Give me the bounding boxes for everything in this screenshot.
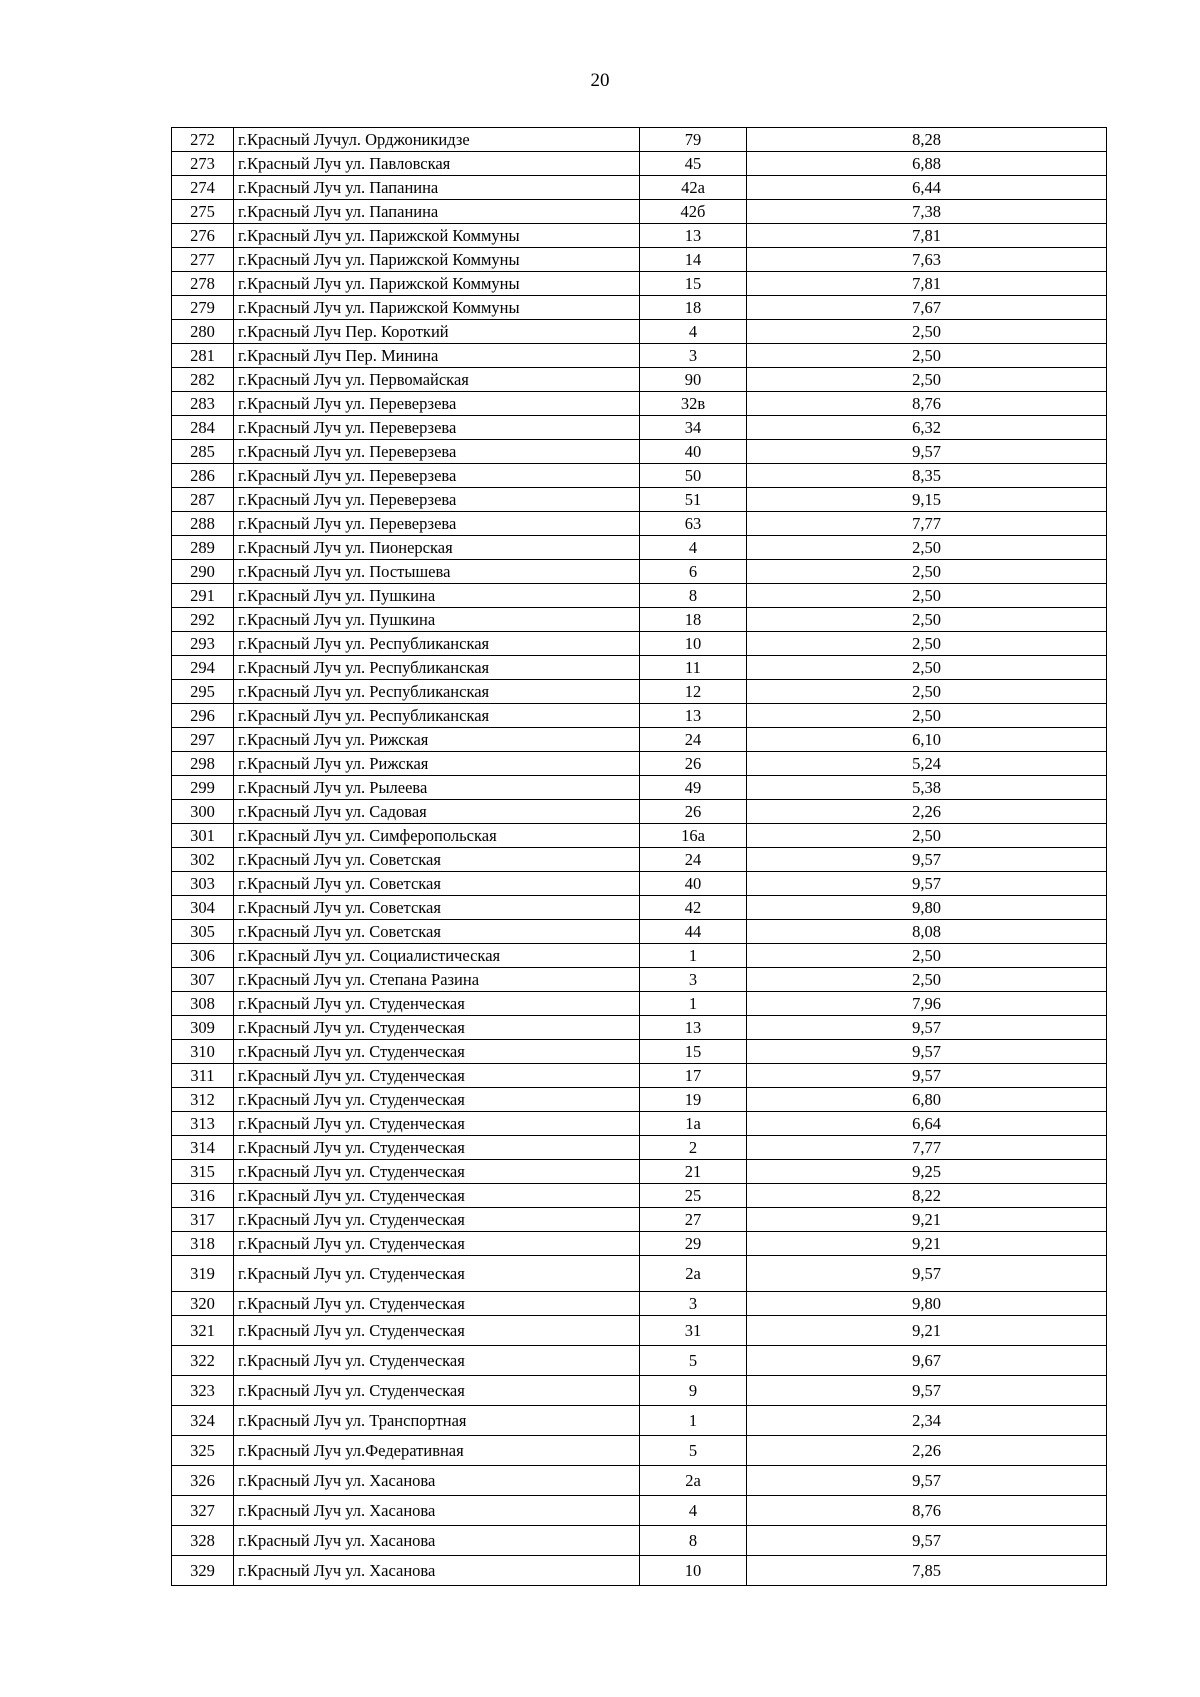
house-number-cell: 13	[640, 1016, 747, 1040]
value-cell: 6,32	[747, 416, 1107, 440]
value-cell: 7,77	[747, 512, 1107, 536]
address-cell: г.Красный Луч ул. Пушкина	[234, 608, 640, 632]
house-number-cell: 3	[640, 968, 747, 992]
row-number-cell: 293	[172, 632, 234, 656]
address-table	[171, 127, 1107, 1586]
table-row	[172, 1376, 1107, 1406]
house-number-cell: 5	[640, 1346, 747, 1376]
value-cell: 2,50	[747, 344, 1107, 368]
table-row	[172, 368, 1107, 392]
value-cell: 2,50	[747, 680, 1107, 704]
table-row	[172, 1040, 1107, 1064]
table-row	[172, 1316, 1107, 1346]
row-number-cell: 290	[172, 560, 234, 584]
value-cell: 2,50	[747, 368, 1107, 392]
row-number-cell: 302	[172, 848, 234, 872]
row-number-cell: 288	[172, 512, 234, 536]
house-number-cell: 42а	[640, 176, 747, 200]
address-cell: г.Красный Луч ул. Рижская	[234, 728, 640, 752]
address-cell: г.Красный Луч ул. Студенческая	[234, 1136, 640, 1160]
value-cell: 9,57	[747, 1016, 1107, 1040]
row-number-cell: 313	[172, 1112, 234, 1136]
house-number-cell: 2а	[640, 1256, 747, 1292]
table-row	[172, 680, 1107, 704]
value-cell: 2,50	[747, 536, 1107, 560]
table-row	[172, 656, 1107, 680]
address-cell: г.Красный Луч ул. Республиканская	[234, 680, 640, 704]
row-number-cell: 298	[172, 752, 234, 776]
value-cell: 8,08	[747, 920, 1107, 944]
house-number-cell: 8	[640, 584, 747, 608]
value-cell: 6,88	[747, 152, 1107, 176]
house-number-cell: 24	[640, 728, 747, 752]
table-row	[172, 272, 1107, 296]
house-number-cell: 11	[640, 656, 747, 680]
address-cell: г.Красный Луч ул. Социалистическая	[234, 944, 640, 968]
row-number-cell: 273	[172, 152, 234, 176]
address-cell: г.Красный Луч ул. Студенческая	[234, 1040, 640, 1064]
address-cell: г.Красный Луч Пер. Короткий	[234, 320, 640, 344]
value-cell: 9,57	[747, 872, 1107, 896]
address-cell: г.Красный Луч ул. Хасанова	[234, 1496, 640, 1526]
value-cell: 7,67	[747, 296, 1107, 320]
table-row	[172, 1292, 1107, 1316]
row-number-cell: 323	[172, 1376, 234, 1406]
table-row	[172, 176, 1107, 200]
table-row	[172, 1436, 1107, 1466]
table-row	[172, 320, 1107, 344]
house-number-cell: 1	[640, 944, 747, 968]
address-cell: г.Красный Луч ул. Пионерская	[234, 536, 640, 560]
house-number-cell: 15	[640, 272, 747, 296]
row-number-cell: 301	[172, 824, 234, 848]
address-cell: г.Красный Луч ул. Переверзева	[234, 464, 640, 488]
table-row	[172, 1526, 1107, 1556]
address-cell: г.Красный Луч ул. Первомайская	[234, 368, 640, 392]
address-cell: г.Красный Луч ул. Советская	[234, 896, 640, 920]
table-row	[172, 464, 1107, 488]
address-cell: г.Красный Луч ул. Переверзева	[234, 440, 640, 464]
row-number-cell: 303	[172, 872, 234, 896]
house-number-cell: 45	[640, 152, 747, 176]
house-number-cell: 90	[640, 368, 747, 392]
table-row	[172, 968, 1107, 992]
address-cell: г.Красный Луч ул. Переверзева	[234, 392, 640, 416]
table-row	[172, 752, 1107, 776]
table-row	[172, 1406, 1107, 1436]
row-number-cell: 296	[172, 704, 234, 728]
address-cell: г.Красный Луч ул. Студенческая	[234, 1088, 640, 1112]
table-row	[172, 1088, 1107, 1112]
address-cell: г.Красный Луч ул. Переверзева	[234, 416, 640, 440]
value-cell: 9,57	[747, 1064, 1107, 1088]
house-number-cell: 79	[640, 128, 747, 152]
table-row	[172, 560, 1107, 584]
value-cell: 9,80	[747, 1292, 1107, 1316]
house-number-cell: 4	[640, 1496, 747, 1526]
value-cell: 7,81	[747, 224, 1107, 248]
table-row	[172, 1496, 1107, 1526]
row-number-cell: 289	[172, 536, 234, 560]
house-number-cell: 18	[640, 296, 747, 320]
value-cell: 6,64	[747, 1112, 1107, 1136]
table-row	[172, 488, 1107, 512]
page-number: 20	[590, 70, 610, 91]
address-cell: г.Красный Луч ул. Республиканская	[234, 704, 640, 728]
table-row	[172, 824, 1107, 848]
table-row	[172, 1232, 1107, 1256]
row-number-cell: 305	[172, 920, 234, 944]
value-cell: 5,24	[747, 752, 1107, 776]
address-cell: г.Красный Луч ул. Парижской Коммуны	[234, 296, 640, 320]
row-number-cell: 311	[172, 1064, 234, 1088]
house-number-cell: 13	[640, 704, 747, 728]
value-cell: 9,21	[747, 1232, 1107, 1256]
row-number-cell: 281	[172, 344, 234, 368]
value-cell: 7,63	[747, 248, 1107, 272]
address-cell: г.Красный Луч ул. Переверзева	[234, 512, 640, 536]
house-number-cell: 9	[640, 1376, 747, 1406]
address-cell: г.Красный Луч ул. Хасанова	[234, 1466, 640, 1496]
row-number-cell: 295	[172, 680, 234, 704]
table-row	[172, 704, 1107, 728]
address-cell: г.Красный Луч ул. Студенческая	[234, 1292, 640, 1316]
row-number-cell: 285	[172, 440, 234, 464]
row-number-cell: 318	[172, 1232, 234, 1256]
house-number-cell: 63	[640, 512, 747, 536]
address-cell: г.Красный Луч ул. Студенческая	[234, 1232, 640, 1256]
value-cell: 9,21	[747, 1316, 1107, 1346]
house-number-cell: 3	[640, 1292, 747, 1316]
address-cell: г.Красный Луч ул. Студенческая	[234, 1346, 640, 1376]
row-number-cell: 275	[172, 200, 234, 224]
address-cell: г.Красный Луч ул. Папанина	[234, 176, 640, 200]
house-number-cell: 14	[640, 248, 747, 272]
row-number-cell: 319	[172, 1256, 234, 1292]
row-number-cell: 304	[172, 896, 234, 920]
value-cell: 7,77	[747, 1136, 1107, 1160]
address-cell: г.Красный Луч ул.Федеративная	[234, 1436, 640, 1466]
address-cell: г.Красный Луч ул. Парижской Коммуны	[234, 224, 640, 248]
value-cell: 8,76	[747, 392, 1107, 416]
value-cell: 9,57	[747, 848, 1107, 872]
house-number-cell: 31	[640, 1316, 747, 1346]
address-cell: г.Красный Луч ул. Студенческая	[234, 1184, 640, 1208]
table-row	[172, 1466, 1107, 1496]
address-cell: г.Красный Луч ул. Студенческая	[234, 1376, 640, 1406]
value-cell: 9,57	[747, 440, 1107, 464]
table-row	[172, 512, 1107, 536]
value-cell: 9,57	[747, 1466, 1107, 1496]
address-table-body	[172, 128, 1107, 1586]
row-number-cell: 277	[172, 248, 234, 272]
value-cell: 7,81	[747, 272, 1107, 296]
value-cell: 8,28	[747, 128, 1107, 152]
address-cell: г.Красный Луч ул. Хасанова	[234, 1556, 640, 1586]
table-row	[172, 800, 1107, 824]
house-number-cell: 42б	[640, 200, 747, 224]
address-cell: г.Красный Луч Пер. Минина	[234, 344, 640, 368]
row-number-cell: 280	[172, 320, 234, 344]
value-cell: 2,50	[747, 608, 1107, 632]
value-cell: 6,80	[747, 1088, 1107, 1112]
house-number-cell: 15	[640, 1040, 747, 1064]
house-number-cell: 10	[640, 1556, 747, 1586]
address-cell: г.Красный Луч ул. Студенческая	[234, 1064, 640, 1088]
address-cell: г.Красный Луч ул. Республиканская	[234, 656, 640, 680]
value-cell: 7,38	[747, 200, 1107, 224]
value-cell: 2,26	[747, 1436, 1107, 1466]
row-number-cell: 306	[172, 944, 234, 968]
row-number-cell: 312	[172, 1088, 234, 1112]
table-row	[172, 128, 1107, 152]
table-row	[172, 728, 1107, 752]
value-cell: 2,50	[747, 656, 1107, 680]
house-number-cell: 32в	[640, 392, 747, 416]
row-number-cell: 310	[172, 1040, 234, 1064]
row-number-cell: 297	[172, 728, 234, 752]
value-cell: 2,50	[747, 704, 1107, 728]
house-number-cell: 40	[640, 872, 747, 896]
address-cell: г.Красный Луч ул. Садовая	[234, 800, 640, 824]
house-number-cell: 49	[640, 776, 747, 800]
row-number-cell: 283	[172, 392, 234, 416]
address-cell: г.Красный Луч ул. Рижская	[234, 752, 640, 776]
table-row	[172, 152, 1107, 176]
address-cell: г.Красный Луч ул. Транспортная	[234, 1406, 640, 1436]
row-number-cell: 326	[172, 1466, 234, 1496]
house-number-cell: 24	[640, 848, 747, 872]
house-number-cell: 1а	[640, 1112, 747, 1136]
row-number-cell: 322	[172, 1346, 234, 1376]
house-number-cell: 51	[640, 488, 747, 512]
row-number-cell: 308	[172, 992, 234, 1016]
row-number-cell: 325	[172, 1436, 234, 1466]
address-cell: г.Красный Луч ул. Парижской Коммуны	[234, 248, 640, 272]
house-number-cell: 4	[640, 320, 747, 344]
table-row	[172, 992, 1107, 1016]
row-number-cell: 282	[172, 368, 234, 392]
table-row	[172, 296, 1107, 320]
row-number-cell: 320	[172, 1292, 234, 1316]
row-number-cell: 317	[172, 1208, 234, 1232]
value-cell: 9,57	[747, 1526, 1107, 1556]
table-row	[172, 344, 1107, 368]
address-cell: г.Красный Луч ул. Студенческая	[234, 1208, 640, 1232]
table-row	[172, 224, 1107, 248]
row-number-cell: 309	[172, 1016, 234, 1040]
address-cell: г.Красный Лучул. Орджоникидзе	[234, 128, 640, 152]
table-row	[172, 920, 1107, 944]
address-cell: г.Красный Луч ул. Симферопольская	[234, 824, 640, 848]
table-row	[172, 200, 1107, 224]
address-cell: г.Красный Луч ул. Павловская	[234, 152, 640, 176]
house-number-cell: 44	[640, 920, 747, 944]
address-cell: г.Красный Луч ул. Парижской Коммуны	[234, 272, 640, 296]
row-number-cell: 291	[172, 584, 234, 608]
address-cell: г.Красный Луч ул. Хасанова	[234, 1526, 640, 1556]
house-number-cell: 2	[640, 1136, 747, 1160]
house-number-cell: 40	[640, 440, 747, 464]
table-row	[172, 776, 1107, 800]
value-cell: 9,57	[747, 1040, 1107, 1064]
table-row	[172, 1016, 1107, 1040]
table-row	[172, 944, 1107, 968]
value-cell: 2,50	[747, 632, 1107, 656]
house-number-cell: 26	[640, 800, 747, 824]
table-row	[172, 1112, 1107, 1136]
value-cell: 2,50	[747, 584, 1107, 608]
house-number-cell: 42	[640, 896, 747, 920]
address-cell: г.Красный Луч ул. Советская	[234, 872, 640, 896]
address-cell: г.Красный Луч ул. Постышева	[234, 560, 640, 584]
value-cell: 8,76	[747, 1496, 1107, 1526]
value-cell: 6,44	[747, 176, 1107, 200]
table-row	[172, 632, 1107, 656]
address-cell: г.Красный Луч ул. Папанина	[234, 200, 640, 224]
value-cell: 9,21	[747, 1208, 1107, 1232]
table-row	[172, 392, 1107, 416]
address-cell: г.Красный Луч ул. Пушкина	[234, 584, 640, 608]
table-row	[172, 848, 1107, 872]
house-number-cell: 27	[640, 1208, 747, 1232]
house-number-cell: 5	[640, 1436, 747, 1466]
house-number-cell: 34	[640, 416, 747, 440]
row-number-cell: 314	[172, 1136, 234, 1160]
table-row	[172, 1208, 1107, 1232]
table-row	[172, 608, 1107, 632]
table-row	[172, 248, 1107, 272]
value-cell: 9,25	[747, 1160, 1107, 1184]
address-cell: г.Красный Луч ул. Студенческая	[234, 1112, 640, 1136]
address-cell: г.Красный Луч ул. Советская	[234, 920, 640, 944]
value-cell: 9,57	[747, 1376, 1107, 1406]
house-number-cell: 18	[640, 608, 747, 632]
value-cell: 9,57	[747, 1256, 1107, 1292]
house-number-cell: 17	[640, 1064, 747, 1088]
value-cell: 6,10	[747, 728, 1107, 752]
house-number-cell: 50	[640, 464, 747, 488]
table-row	[172, 872, 1107, 896]
table-row	[172, 584, 1107, 608]
table-row	[172, 1136, 1107, 1160]
row-number-cell: 299	[172, 776, 234, 800]
house-number-cell: 1	[640, 1406, 747, 1436]
value-cell: 2,50	[747, 560, 1107, 584]
address-cell: г.Красный Луч ул. Студенческая	[234, 1016, 640, 1040]
table-row	[172, 440, 1107, 464]
house-number-cell: 2а	[640, 1466, 747, 1496]
value-cell: 5,38	[747, 776, 1107, 800]
value-cell: 2,50	[747, 320, 1107, 344]
house-number-cell: 19	[640, 1088, 747, 1112]
table-row	[172, 896, 1107, 920]
address-cell: г.Красный Луч ул. Советская	[234, 848, 640, 872]
address-cell: г.Красный Луч ул. Студенческая	[234, 992, 640, 1016]
row-number-cell: 321	[172, 1316, 234, 1346]
row-number-cell: 292	[172, 608, 234, 632]
address-cell: г.Красный Луч ул. Студенческая	[234, 1256, 640, 1292]
value-cell: 2,34	[747, 1406, 1107, 1436]
row-number-cell: 279	[172, 296, 234, 320]
value-cell: 8,35	[747, 464, 1107, 488]
address-cell: г.Красный Луч ул. Студенческая	[234, 1160, 640, 1184]
value-cell: 7,96	[747, 992, 1107, 1016]
house-number-cell: 26	[640, 752, 747, 776]
table-row	[172, 536, 1107, 560]
row-number-cell: 316	[172, 1184, 234, 1208]
row-number-cell: 300	[172, 800, 234, 824]
value-cell: 8,22	[747, 1184, 1107, 1208]
table-row	[172, 1184, 1107, 1208]
row-number-cell: 307	[172, 968, 234, 992]
house-number-cell: 16а	[640, 824, 747, 848]
house-number-cell: 13	[640, 224, 747, 248]
table-row	[172, 1256, 1107, 1292]
value-cell: 2,50	[747, 944, 1107, 968]
row-number-cell: 294	[172, 656, 234, 680]
table-row	[172, 416, 1107, 440]
house-number-cell: 3	[640, 344, 747, 368]
house-number-cell: 21	[640, 1160, 747, 1184]
house-number-cell: 6	[640, 560, 747, 584]
value-cell: 9,15	[747, 488, 1107, 512]
row-number-cell: 329	[172, 1556, 234, 1586]
value-cell: 2,50	[747, 968, 1107, 992]
address-cell: г.Красный Луч ул. Республиканская	[234, 632, 640, 656]
value-cell: 9,67	[747, 1346, 1107, 1376]
house-number-cell: 25	[640, 1184, 747, 1208]
table-row	[172, 1346, 1107, 1376]
house-number-cell: 4	[640, 536, 747, 560]
value-cell: 2,50	[747, 824, 1107, 848]
address-cell: г.Красный Луч ул. Переверзева	[234, 488, 640, 512]
value-cell: 2,26	[747, 800, 1107, 824]
table-row	[172, 1160, 1107, 1184]
row-number-cell: 328	[172, 1526, 234, 1556]
value-cell: 7,85	[747, 1556, 1107, 1586]
house-number-cell: 29	[640, 1232, 747, 1256]
row-number-cell: 324	[172, 1406, 234, 1436]
house-number-cell: 12	[640, 680, 747, 704]
row-number-cell: 286	[172, 464, 234, 488]
row-number-cell: 284	[172, 416, 234, 440]
address-cell: г.Красный Луч ул. Рылеева	[234, 776, 640, 800]
row-number-cell: 287	[172, 488, 234, 512]
house-number-cell: 10	[640, 632, 747, 656]
row-number-cell: 272	[172, 128, 234, 152]
value-cell: 9,80	[747, 896, 1107, 920]
row-number-cell: 327	[172, 1496, 234, 1526]
row-number-cell: 274	[172, 176, 234, 200]
row-number-cell: 315	[172, 1160, 234, 1184]
table-row	[172, 1064, 1107, 1088]
house-number-cell: 1	[640, 992, 747, 1016]
address-cell: г.Красный Луч ул. Студенческая	[234, 1316, 640, 1346]
row-number-cell: 276	[172, 224, 234, 248]
address-cell: г.Красный Луч ул. Степана Разина	[234, 968, 640, 992]
house-number-cell: 8	[640, 1526, 747, 1556]
row-number-cell: 278	[172, 272, 234, 296]
table-row	[172, 1556, 1107, 1586]
